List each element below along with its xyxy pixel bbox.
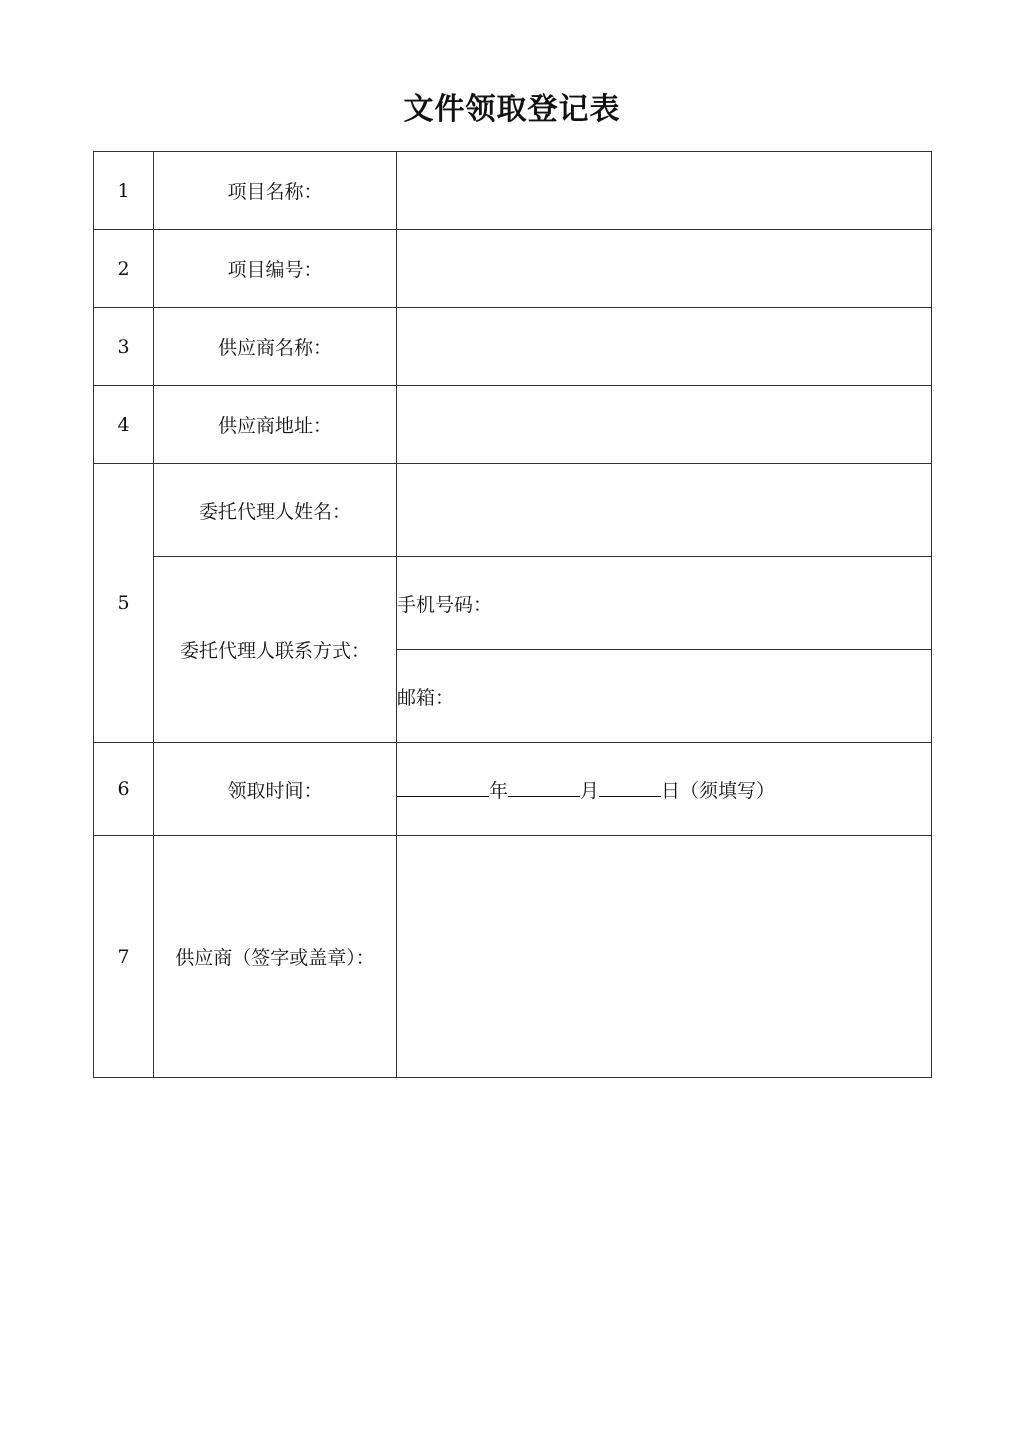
- document-title: 文件领取登记表: [403, 92, 621, 127]
- row-number: 5: [94, 464, 154, 743]
- supplier-signature-label: 供应商（签字或盖章）：: [154, 836, 397, 1078]
- agent-phone-field[interactable]: [397, 557, 932, 650]
- supplier-name-label: 供应商名称：: [154, 308, 397, 386]
- row-supplier-address: [94, 386, 932, 464]
- row-supplier-signature: [94, 836, 932, 1078]
- row-project-number: [94, 230, 932, 308]
- row-number: 6: [94, 743, 154, 836]
- supplier-name-field[interactable]: [397, 308, 932, 386]
- collection-time-label: 领取时间：: [154, 743, 397, 836]
- collection-time-field: [397, 743, 932, 836]
- row-agent-name: [94, 464, 932, 557]
- email-label: 邮箱：: [397, 686, 455, 709]
- month-suffix: 月: [580, 779, 600, 802]
- row-project-name: [94, 152, 932, 230]
- project-number-label: 项目编号：: [154, 230, 397, 308]
- month-blank[interactable]: [508, 776, 580, 797]
- agent-name-field[interactable]: [397, 464, 932, 557]
- year-suffix: 年: [489, 779, 509, 802]
- row-number: 1: [94, 152, 154, 230]
- row-number: 4: [94, 386, 154, 464]
- project-name-field[interactable]: [397, 152, 932, 230]
- agent-name-label: 委托代理人姓名：: [154, 464, 397, 557]
- year-blank[interactable]: [397, 776, 489, 797]
- row-agent-phone: [94, 557, 932, 650]
- row-supplier-name: [94, 308, 932, 386]
- phone-label: 手机号码：: [397, 593, 493, 616]
- row-collection-time: [94, 743, 932, 836]
- agent-contact-label: 委托代理人联系方式：: [154, 557, 397, 743]
- row-number: 7: [94, 836, 154, 1078]
- supplier-address-label: 供应商地址：: [154, 386, 397, 464]
- registration-form-table: [93, 151, 932, 1078]
- project-name-label: 项目名称：: [154, 152, 397, 230]
- agent-email-field[interactable]: [397, 650, 932, 743]
- day-blank[interactable]: [599, 776, 661, 797]
- row-number: 2: [94, 230, 154, 308]
- day-suffix: 日（须填写）: [661, 779, 776, 802]
- supplier-address-field[interactable]: [397, 386, 932, 464]
- supplier-signature-field[interactable]: [397, 836, 932, 1078]
- row-number: 3: [94, 308, 154, 386]
- project-number-field[interactable]: [397, 230, 932, 308]
